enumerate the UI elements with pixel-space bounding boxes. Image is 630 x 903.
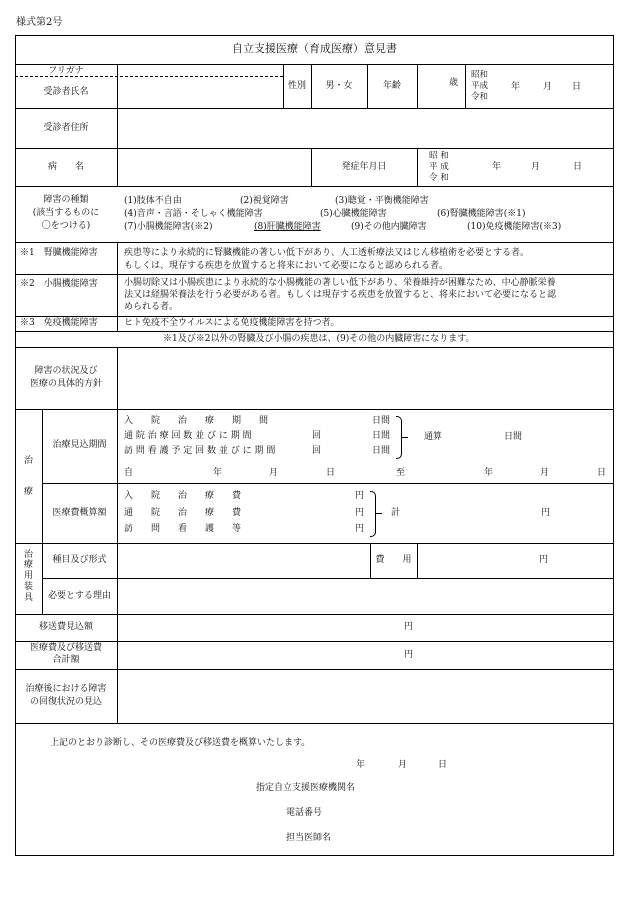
sex-label: 性別 — [287, 81, 306, 91]
note-3-label: ※3 免疫機能障害 — [20, 318, 98, 328]
cost-label: 医療費概算額 — [52, 508, 107, 518]
period-row-outpatient: 通 院 治 療 回 数 並 び に 期 間 — [124, 431, 252, 441]
from-month-unit: 月 — [269, 468, 279, 478]
cost-row-inpatient: 入 院 治 療 費 — [124, 491, 242, 501]
footer-day-unit: 日 — [438, 760, 448, 770]
note-1-line: もしくは、現存する疾患を放置すると将来において必要になると認められる者。 — [124, 261, 449, 271]
phone-label: 電話番号 — [286, 808, 323, 818]
from-year-unit: 年 — [213, 468, 223, 478]
onset-day-unit: 日 — [573, 162, 583, 172]
disability-option[interactable]: (1)肢体不自由 — [124, 196, 182, 206]
total-unit: 円 — [404, 650, 414, 660]
notes-footer: ※1及び※2以外の腎臓及び小腸の疾患は、(9)その他の内臓障害になります。 — [163, 334, 475, 344]
onset-era-heisei[interactable]: 平 成 — [429, 162, 449, 172]
disability-option[interactable]: (7)小腸機能障害(※2) — [124, 222, 213, 232]
footer-statement: 上記のとおり診断し、その医療費及び移送費を概算いたします。 — [50, 738, 311, 748]
equipment-side-label: 具 — [24, 593, 34, 603]
note-2-label: ※2 小腸機能障害 — [20, 279, 98, 289]
cost-outpatient-yen: 円 — [355, 508, 365, 518]
birth-year-unit: 年 — [511, 82, 521, 92]
footer-month-unit: 月 — [398, 760, 408, 770]
equipment-cost-unit: 円 — [539, 555, 549, 565]
to-year-unit: 年 — [484, 468, 494, 478]
equipment-reason-field[interactable] — [118, 579, 613, 613]
form-title: 自立支援医療（育成医療）意見書 — [232, 42, 397, 55]
disability-type-label-3: 〇をつける) — [41, 221, 91, 231]
cost-total-label: 計 — [391, 508, 401, 518]
transport-unit: 円 — [404, 622, 414, 632]
note-2-line: められる者。 — [124, 302, 179, 312]
recovery-field[interactable] — [118, 670, 613, 722]
disability-option[interactable]: (4)音声・言語・そしゃく機能障害 — [124, 209, 263, 219]
equipment-type-field[interactable] — [118, 544, 369, 577]
period-total-unit: 日間 — [504, 432, 523, 442]
total-label-1: 医療費及び移送費 — [29, 643, 102, 653]
equipment-type-label: 種目及び形式 — [52, 555, 107, 565]
equipment-side-label: 治 — [24, 550, 34, 560]
recovery-label-2: の回復状況の見込 — [29, 697, 102, 707]
outpatient-days-unit: 日間 — [372, 431, 391, 441]
inpatient-days-unit: 日間 — [372, 416, 391, 426]
period-to-label: 至 — [396, 468, 406, 478]
note-3-line: ヒト免疫不全ウイルスによる免疫機能障害を持つ者。 — [124, 318, 340, 328]
treatment-side-label: 治 — [24, 456, 34, 466]
disability-option[interactable]: (3)聴覚・平衡機能障害 — [335, 196, 429, 206]
transport-label: 移送費見込額 — [38, 622, 93, 632]
footer-year-unit: 年 — [356, 760, 366, 770]
cost-row-visiting: 訪 問 看 護 等 — [124, 524, 242, 534]
disease-label: 病 名 — [47, 162, 84, 172]
onset-era-showa[interactable]: 昭 和 — [429, 151, 449, 161]
disability-option[interactable]: (5)心臓機能障害 — [320, 209, 387, 219]
disability-option[interactable]: (8)肝臓機能障害 — [254, 222, 321, 232]
patient-name-field[interactable] — [118, 65, 282, 107]
period-row-visiting: 訪 問 看 護 予 定 回 数 並 び に 期 間 — [124, 446, 276, 456]
period-label: 治療見込期間 — [52, 440, 107, 450]
onset-month-unit: 月 — [531, 162, 541, 172]
period-from-label: 自 — [124, 468, 134, 478]
birth-era-showa[interactable]: 昭和 — [471, 70, 489, 80]
condition-field[interactable] — [118, 348, 613, 408]
condition-label-2: 医療の具体的方針 — [29, 379, 102, 389]
period-total-label: 通算 — [424, 432, 443, 442]
cost-row-outpatient: 通 院 治 療 費 — [124, 508, 242, 518]
recovery-label-1: 治療後における障害 — [25, 684, 107, 694]
disability-option[interactable]: (9)その他内臓障害 — [351, 222, 427, 232]
equipment-side-label: 装 — [24, 582, 34, 592]
period-row-inpatient: 入 院 治 療 期 間 — [124, 416, 269, 426]
age-unit: 歳 — [449, 78, 459, 88]
cost-visiting-yen: 円 — [355, 524, 365, 534]
disability-type-label-2: (該当するものに — [32, 208, 100, 218]
age-label: 年齢 — [382, 81, 401, 91]
note-2-line: 小腸切除又は小腸疾患により永続的な小腸機能の著しい低下があり、栄養維持が困難なため、中心静脈栄養 — [124, 278, 556, 288]
disability-option[interactable]: (10)免疫機能障害(※3) — [467, 222, 562, 232]
from-day-unit: 日 — [326, 468, 336, 478]
total-label-2: 合計額 — [52, 655, 80, 665]
visiting-days-unit: 日間 — [372, 446, 391, 456]
cost-inpatient-yen: 円 — [355, 491, 365, 501]
condition-label-1: 障害の状況及び — [34, 366, 98, 376]
doctor-label: 担当医師名 — [286, 833, 332, 843]
cost-total-unit: 円 — [541, 508, 551, 518]
treatment-side-label: 療 — [24, 487, 34, 497]
onset-era-reiwa[interactable]: 令 和 — [429, 173, 449, 183]
onset-year-unit: 年 — [492, 162, 502, 172]
birth-month-unit: 月 — [543, 82, 553, 92]
to-month-unit: 月 — [540, 468, 550, 478]
furigana-label: フリガナ — [48, 66, 84, 76]
onset-label: 発症年月日 — [341, 162, 387, 172]
sex-options[interactable]: 男・女 — [325, 81, 353, 91]
outpatient-count-unit: 回 — [312, 431, 322, 441]
note-1-label: ※1 腎臓機能障害 — [20, 248, 98, 258]
disability-option[interactable]: (6)腎臓機能障害(※1) — [437, 209, 526, 219]
to-day-unit: 日 — [597, 468, 607, 478]
birth-era-reiwa[interactable]: 令和 — [471, 92, 489, 102]
form-number: 様式第2号 — [16, 17, 63, 28]
address-label: 受診者住所 — [43, 123, 89, 133]
institution-label: 指定自立支援医療機関名 — [256, 783, 356, 793]
equipment-side-label: 療 — [24, 560, 34, 570]
address-field[interactable] — [118, 109, 613, 147]
birth-day-unit: 日 — [572, 82, 582, 92]
equipment-cost-label: 費 用 — [375, 555, 412, 565]
birth-era-heisei[interactable]: 平成 — [471, 81, 489, 91]
disability-type-label-1: 障害の種類 — [43, 195, 89, 205]
note-1-line: 疾患等により永続的に腎臓機能の著しい低下があり、人工透析療法又はじん移植術を必要とする者。 — [124, 248, 530, 258]
cost-brace — [370, 491, 376, 537]
equipment-side-label: 用 — [24, 571, 34, 581]
equipment-reason-label: 必要とする理由 — [47, 591, 111, 601]
disease-field[interactable] — [118, 149, 310, 185]
visiting-count-unit: 回 — [312, 446, 322, 456]
note-2-line: 法又は経腸栄養法を行う必要がある者。もしくは現存する疾患を放置すると、将来において必要になると認 — [124, 290, 557, 300]
patient-name-label: 受診者氏名 — [43, 87, 89, 97]
disability-option[interactable]: (2)視覚障害 — [240, 196, 289, 206]
